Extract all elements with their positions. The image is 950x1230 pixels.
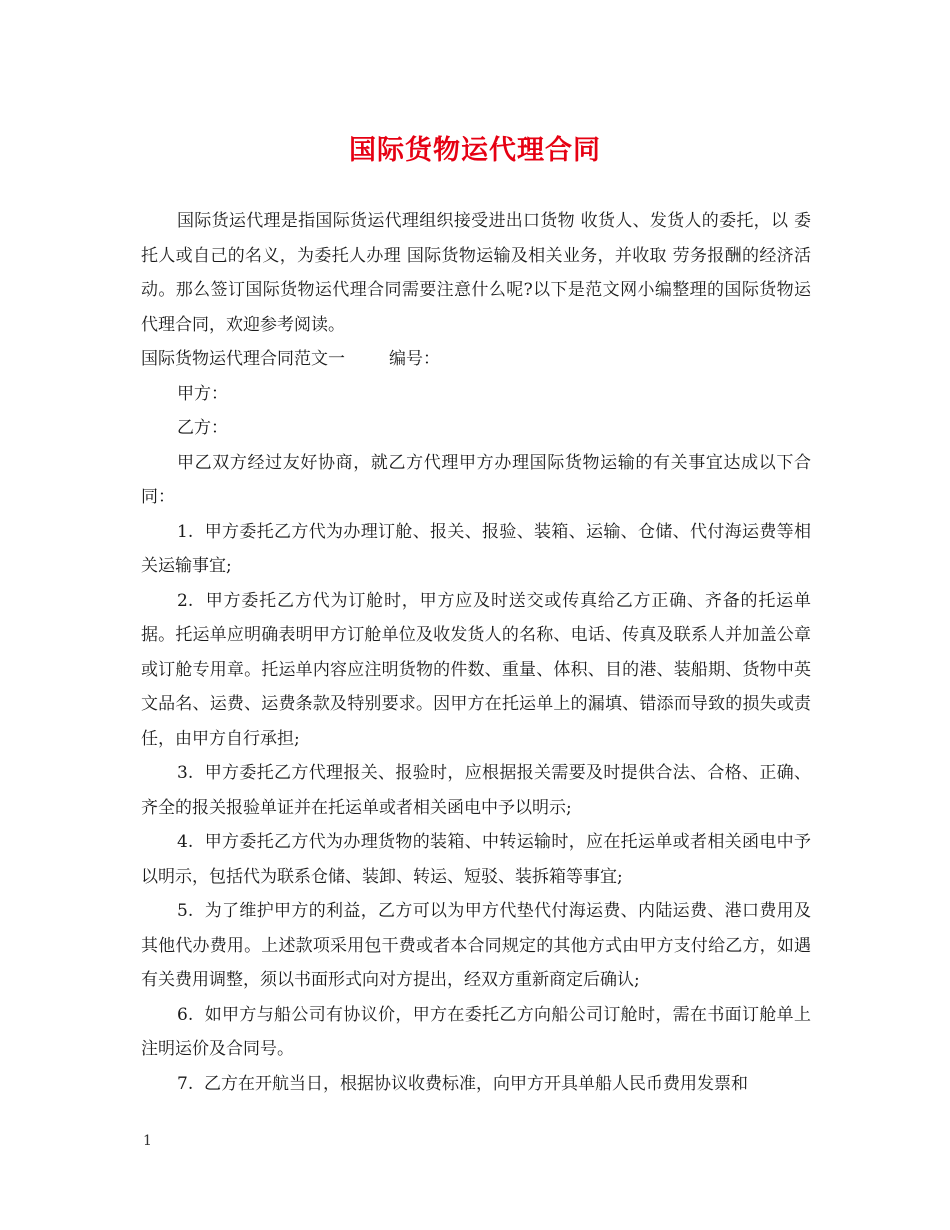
preamble-paragraph: 甲乙双方经过友好协商，就乙方代理甲方办理国际货物运输的有关事宜达成以下合同：	[141, 452, 811, 507]
document-body	[141, 204, 811, 1101]
clause-number: 3.	[177, 763, 194, 783]
clause-7	[141, 1067, 811, 1102]
clause-number: 2.	[177, 590, 194, 611]
clause-text: 甲方委托乙方代理报关、报验时，应根据报关需要及时提供合法、合格、正确、齐全的报关报验单证并在托运单或者相关函电中予以明示;	[141, 763, 812, 818]
clause-number: 1.	[177, 521, 194, 542]
clause-1	[141, 515, 811, 584]
clause-text: 乙方在开航当日，根据协议收费标准，向甲方开具单船人民币费用发票和	[204, 1073, 749, 1094]
contract-number-label: 编号：	[389, 349, 440, 369]
clause-5	[141, 894, 811, 998]
clause-number: 5.	[177, 901, 194, 921]
intro-paragraph: 国际货运代理是指国际货运代理组织接受进出口货物 收货人、发货人的委托，以 委托人或自己的名义，为委托人办理 国际货物运输及相关业务，并收取 劳务报酬的经济活动。那么签订国际货物运代理合同需要注意什么呢?以下是范文网小编整理的国际货物运代理合同，欢迎参考阅读。	[141, 211, 811, 335]
clause-text: 如甲方与船公司有协议价，甲方在委托乙方向船公司订舱时，需在书面订舱单上注明运价及合同号。	[141, 1004, 812, 1059]
clause-number: 7.	[177, 1073, 194, 1094]
clause-4	[141, 825, 811, 894]
party-b-label: 乙方：	[177, 418, 228, 438]
clause-6	[141, 998, 811, 1067]
sample-heading-line	[141, 342, 811, 377]
party-a-label: 甲方：	[177, 383, 228, 404]
document-title: 国际货物运代理合同	[349, 135, 601, 166]
page-number: 1	[143, 1133, 152, 1149]
clause-text: 甲方委托乙方代为办理订舱、报关、报验、装箱、运输、仓储、代付海运费等相关运输事宜;	[141, 521, 812, 576]
clause-text: 为了维护甲方的利益，乙方可以为甲方代垫代付海运费、内陆运费、港口费用及其他代办费用。上述款项采用包干费或者本合同规定的其他方式由甲方支付给乙方，如遇有关费用调整，须以书面形式向对方提出，经双方重新商定后确认;	[141, 901, 812, 990]
clause-3	[141, 756, 811, 825]
sample-heading: 国际货物运代理合同范文一	[141, 349, 345, 369]
clause-2	[141, 584, 811, 757]
clause-text: 甲方委托乙方代为订舱时，甲方应及时送交或传真给乙方正确、齐备的托运单据。托运单应明确表明甲方订舱单位及收发货人的名称、电话、传真及联系人并加盖公章或订舱专用章。托运单内容应注明货物的件数、重量、体积、目的港、装船期、货物中英文品名、运费、运费条款及特别要求。因甲方在托运单上的漏填、错添而导致的损失或责任，由甲方自行承担;	[141, 590, 812, 749]
clause-text: 甲方委托乙方代为办理货物的装箱、中转运输时，应在托运单或者相关函电中予以明示，包括代为联系仓储、装卸、转运、短驳、装拆箱等事宜;	[141, 832, 812, 887]
clause-number: 4.	[177, 832, 194, 852]
clause-number: 6.	[177, 1004, 194, 1025]
